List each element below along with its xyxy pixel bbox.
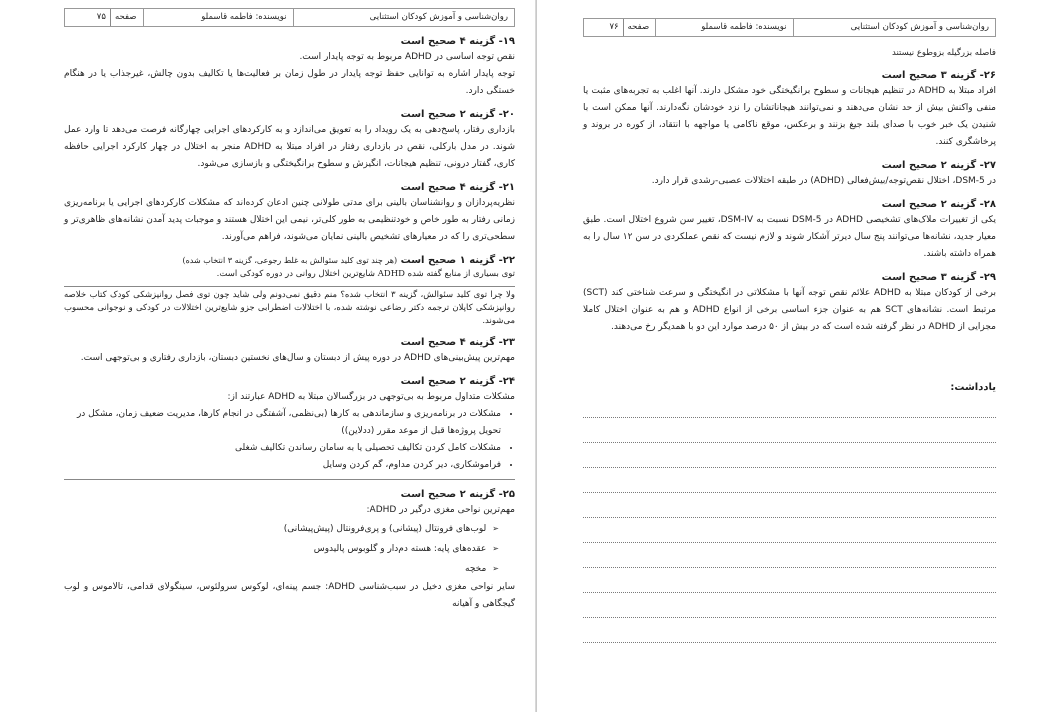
note-line: [583, 418, 996, 443]
answer-27: [583, 158, 996, 190]
notes-title: یادداشت:: [950, 382, 996, 393]
answer-21: [64, 180, 515, 246]
answer-24: [64, 374, 515, 474]
answer-23: [64, 335, 515, 367]
answer-text: مهم‌ترین نواحی مغزی درگیر در ADHD:: [366, 505, 515, 515]
answer-20: [64, 107, 515, 173]
header-title: روان‌شناسی و آموزش کودکان استثنایی: [793, 19, 996, 36]
answer-19: [64, 34, 515, 100]
answer-text: در DSM-5، اختلال نقص‌توجه/بیش‌فعالی (ADHD) در طبقه اختلالات عصبی-رشدی قرار دارد.: [651, 176, 996, 186]
answer-title: ۲۵- گزینه ۲ صحیح است: [400, 489, 515, 500]
answer-26: [583, 68, 996, 151]
answer-title: ۲۶- گزینه ۳ صحیح است: [881, 70, 996, 81]
list-item: • فراموشکاری، دیر کردن مداوم، گم کردن وسایل: [64, 457, 501, 474]
notes-lines: [583, 393, 996, 643]
list-item: • مشکلات کامل کردن تکالیف تحصیلی یا به سامان رساندن تکالیف شغلی: [64, 440, 501, 457]
answer-22: [64, 253, 515, 328]
answer-title: ۲۲- گزینه ۱ صحیح است (هر چند توی کلید سئوالش به غلط رجوعی، گزینه ۳ انتخاب شده): [182, 255, 515, 266]
answer-text: یکی از تغییرات ملاک‌های تشخیصی ADHD در DSM-5 نسبت به DSM-IV، تغییر سن شروع اختلال است. طبق معیار جدید، نشانه‌ها می‌توانند پنج سال دیرتر آشکار شوند و لازم نیست که نقص عملکردی در سن ۱۲ سال را به همراه داشته باشند.: [583, 215, 996, 259]
answer-title: ۲۰- گزینه ۲ صحیح است: [400, 109, 515, 120]
page-number: ۷۵: [97, 9, 111, 26]
list-item: • مشکلات در برنامه‌ریزی و سازماندهی به کارها (بی‌نظمی، آشفتگی در انجام کارها، مدیریت ضعیف زمان، مشکل در تحویل پروژه‌ها قبل از موعد مقرر (ددلاین)): [64, 406, 501, 440]
note-line: [583, 493, 996, 518]
note-line: [583, 443, 996, 468]
header-author: نویسنده: فاطمه قاسملو: [143, 9, 293, 26]
divider: [64, 286, 515, 287]
page-header: [64, 8, 515, 27]
note-line: [583, 543, 996, 568]
answer-text: بازداری رفتار، پاسخ‌دهی به یک رویداد را به تعویق می‌اندازد و به کارکردهای اجرایی چهارگانه فرصت می‌دهد تا وارد عمل شوند. در مدل بارکلی، نقص در بازداری رفتار در افراد مبتلا به ADHD منجر به اختلال در چهار کارکرد اجرایی حافظه کاری، گفتار درونی، تنظیم هیجانات، انگیزش و سطوح برانگیختگی و بازسازی می‌شود.: [64, 125, 516, 169]
list-item: ➢ عقده‌های پایه: هسته دم‌دار و گلوبوس پالیدوس: [64, 539, 499, 559]
intro-text: فاصله بزرگیله بزوطوع نیستند: [892, 48, 996, 58]
arrow-list: [64, 519, 515, 579]
note-line: [583, 468, 996, 493]
handwritten-note: ولا چرا توی کلید سئوالش، گزینه ۳ انتخاب شده؟ منم دقیق نمی‌دونم ولی شاید چون توی فصل روانپزشکی کودک کتاب خلاصه روانپزشکی کاپلان ترجمه دکتر رضاعی نوشته شده، با اختلالات اضطرابی جزو شایع‌ترین اختلالات در کودکی و نوجوانی محسوب می‌شوند.: [64, 290, 516, 326]
answer-title: ۲۸- گزینه ۲ صحیح است: [881, 199, 996, 210]
answer-title: ۲۳- گزینه ۴ صحیح است: [400, 337, 515, 348]
answer-28: [583, 197, 996, 263]
header-page: صفحه۷۶: [584, 19, 655, 36]
answer-text: مشکلات متداول مربوط به بی‌توجهی در بزرگسالان مبتلا به ADHD عبارتند از:: [227, 392, 515, 402]
page-header: [583, 18, 996, 37]
header-title: روان‌شناسی و آموزش کودکان استثنایی: [293, 9, 515, 26]
answer-text: افراد مبتلا به ADHD در تنظیم هیجانات و سطوح برانگیختگی خود مشکل دارند. آنها اغلب به تجربه‌های مثبت یا منفی واکنش بیش از حد نشان می‌دهند و نمی‌توانند هیجاناتشان را نزد خودشان نگه‌دارند. آنها ممکن است با شنیدن یک خبر خوب با صدای بلند جیغ بزنند و برعکس، موقع ناکامی یا مواجهه با انتقاد، از کوره در بروند و پرخاشگری کنند.: [583, 86, 997, 147]
handwritten-note: توی بسیاری از منابع گفته شده ADHD شایع‌ترین اختلال روانی در دوره کودکی است.: [216, 269, 515, 279]
answer-text: برخی از کودکان مبتلا به ADHD علائم نقص توجه آنها با مشکلاتی در انگیختگی و سرعت شناختی کند (SCT) مرتبط است. نشانه‌های SCT هم به عنوان جزء اساسی برخی از انواع ADHD و هم به عنوان اختلال کاملا مجزایی از ADHD در نظر گرفته شده است که در بیش از ۵۰ درصد موارد این دو با همدیگر رخ می‌دهند.: [583, 288, 996, 332]
note-line: [583, 393, 996, 418]
note-line: [583, 568, 996, 593]
answer-text: مهم‌ترین پیش‌بینی‌های ADHD در دوره پیش از دبستان و سال‌های نخستین دبستان، بازداری رفتاری و بی‌توجهی است.: [80, 353, 515, 363]
note-line: [583, 518, 996, 543]
answer-25: [64, 487, 515, 613]
answer-text: نقص توجه اساسی در ADHD مربوط به توجه پایدار است.: [299, 52, 515, 62]
answer-text: سایر نواحی مغزی دخیل در سبب‌شناسی ADHD: جسم پینه‌ای، لوکوس سرولئوس، سینگولای قدامی، تالاموس و لوب گیجگاهی و آهیانه: [64, 582, 515, 609]
answer-title: ۲۷- گزینه ۲ صحیح است: [881, 160, 996, 171]
note-line: [583, 593, 996, 618]
divider: [64, 479, 515, 480]
list-item: ➢ لوب‌های فرونتال (پیشانی) و پری‌فرونتال (پیش‌پیشانی): [64, 519, 499, 539]
answer-29: [583, 270, 996, 336]
answer-title: ۲۹- گزینه ۳ صحیح است: [881, 272, 996, 283]
answer-text: نظریه‌پردازان و روانشناسان بالینی برای مدتی طولانی چنین ادعان کرده‌اند که مشکلات کارکردهای اجرایی یا برنامه‌ریزی زمانی رفتار به طور خاص و خودتنظیمی به طور کلی‌تر، نیمی این اختلال هستند و موجبات پدید آمدن نشانه‌های ظاهری‌تر و سطحی‌تری را که در معیارهای تشخیص بالینی نمایان می‌شوند، فراهم می‌آورند.: [64, 198, 515, 242]
header-page: صفحه۷۵: [65, 9, 143, 26]
bullet-list: [64, 406, 515, 474]
answer-title: ۱۹- گزینه ۴ صحیح است: [400, 36, 515, 47]
page-number: ۷۶: [609, 19, 623, 36]
note-line: [583, 618, 996, 643]
list-item: ➢ مخچه: [64, 559, 499, 579]
header-author: نویسنده: فاطمه قاسملو: [655, 19, 792, 36]
answer-title: ۲۴- گزینه ۲ صحیح است: [400, 376, 515, 387]
answer-text: توجه پایدار اشاره به توانایی حفظ توجه پایدار در طول زمان بر فعالیت‌ها یا تکالیف بدون چالش، غیرجذاب یا در هنگام خستگی دارد.: [64, 69, 515, 96]
answer-title: ۲۱- گزینه ۴ صحیح است: [400, 182, 515, 193]
handwritten-note: (هر چند توی کلید سئوالش به غلط رجوعی، گزینه ۳ انتخاب شده): [182, 256, 398, 265]
right-page: [537, 0, 1040, 712]
